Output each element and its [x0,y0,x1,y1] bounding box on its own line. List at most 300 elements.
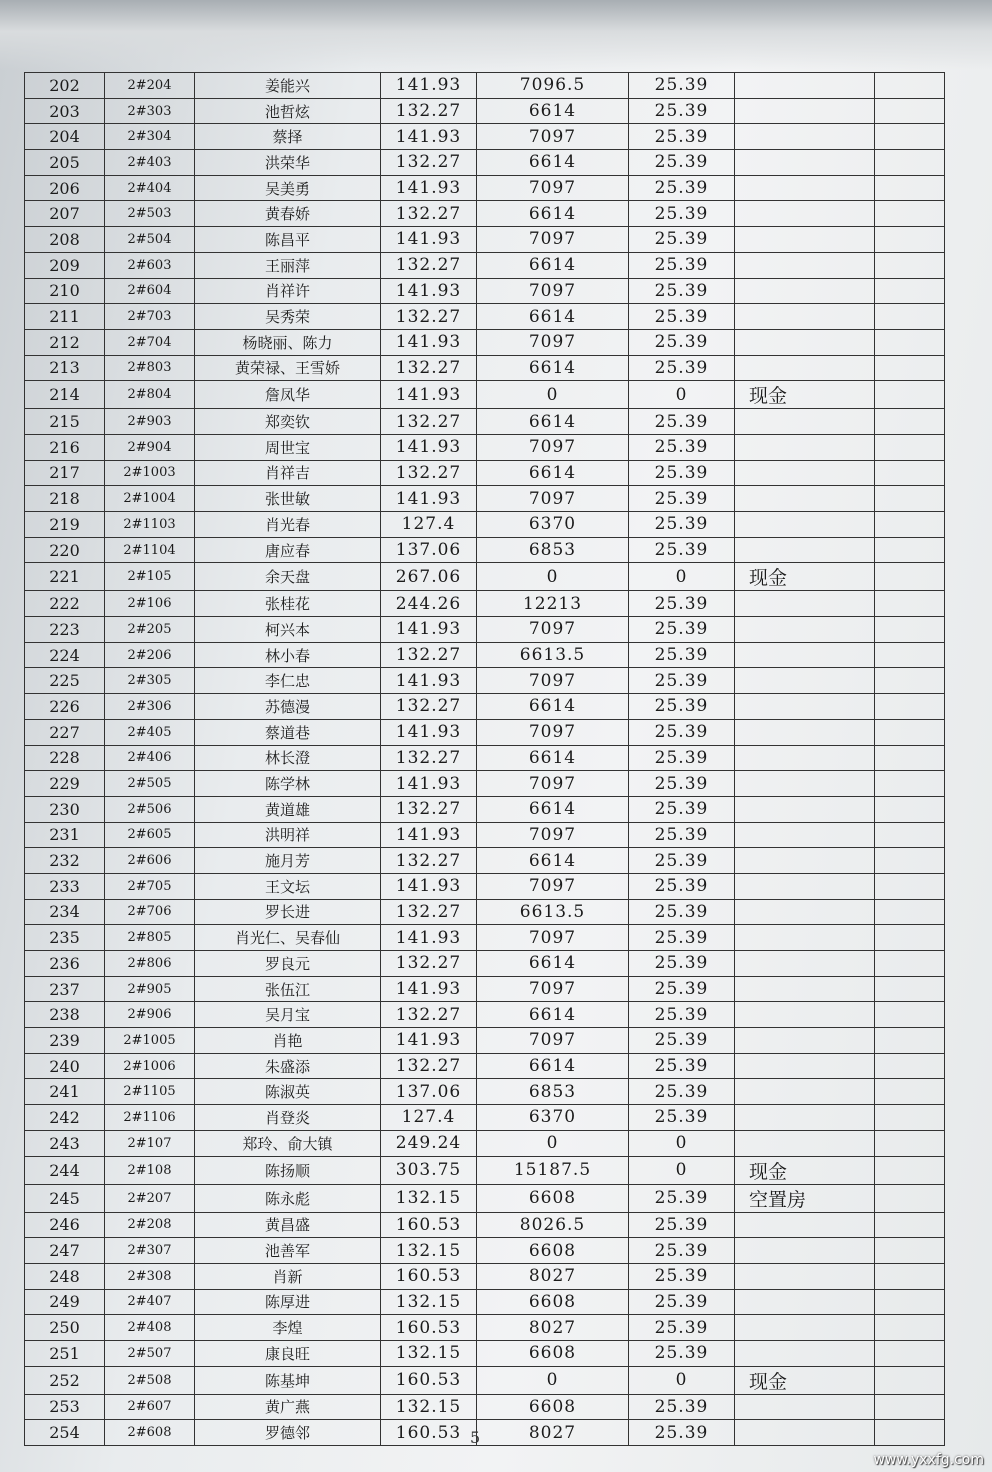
owner-name: 罗德邻 [195,1420,381,1446]
payment-amount: 6614 [477,355,629,381]
row-number: 248 [25,1263,105,1289]
floor-area: 141.93 [381,486,477,512]
row-number: 202 [25,73,105,99]
payment-note [735,668,875,694]
payment-note: 现金 [735,381,875,409]
payment-note: 空置房 [735,1184,875,1212]
room-number: 2#307 [105,1238,195,1264]
unit-rate: 25.39 [629,822,735,848]
payment-amount: 7097 [477,1028,629,1054]
table-row [25,822,945,848]
unit-rate: 25.39 [629,304,735,330]
owner-name: 王文坛 [195,873,381,899]
payment-amount: 6613.5 [477,899,629,925]
blank-cell [875,719,945,745]
blank-cell [875,329,945,355]
row-number: 218 [25,486,105,512]
payment-amount: 6613.5 [477,642,629,668]
blank-cell [875,771,945,797]
unit-rate: 0 [629,1130,735,1156]
room-number: 2#603 [105,252,195,278]
owner-name: 黄春娇 [195,201,381,227]
room-number: 2#607 [105,1394,195,1420]
table-row [25,1130,945,1156]
row-number: 232 [25,848,105,874]
floor-area: 132.27 [381,951,477,977]
room-number: 2#604 [105,278,195,304]
blank-cell [875,1002,945,1028]
payment-note [735,329,875,355]
payment-amount: 6608 [477,1394,629,1420]
owner-name: 肖艳 [195,1028,381,1054]
table-row [25,381,945,409]
table-row [25,719,945,745]
blank-cell [875,512,945,538]
room-number: 2#906 [105,1002,195,1028]
unit-rate: 25.39 [629,796,735,822]
room-number: 2#608 [105,1420,195,1446]
payment-amount: 12213 [477,591,629,617]
unit-rate: 0 [629,1156,735,1184]
payment-amount: 6370 [477,1105,629,1131]
row-number: 253 [25,1394,105,1420]
owner-name: 王丽萍 [195,252,381,278]
unit-rate: 25.39 [629,252,735,278]
payment-amount: 8027 [477,1263,629,1289]
payment-note [735,925,875,951]
blank-cell [875,694,945,720]
table-row [25,951,945,977]
unit-rate: 25.39 [629,719,735,745]
floor-area: 141.93 [381,925,477,951]
room-number: 2#1103 [105,512,195,538]
room-number: 2#105 [105,563,195,591]
table-row [25,486,945,512]
row-number: 243 [25,1130,105,1156]
owner-name: 郑玲、俞大镇 [195,1130,381,1156]
floor-area: 132.27 [381,642,477,668]
row-number: 237 [25,976,105,1002]
table-row [25,355,945,381]
owner-name: 张桂花 [195,591,381,617]
floor-area: 137.06 [381,537,477,563]
table-row [25,694,945,720]
room-number: 2#1005 [105,1028,195,1054]
payment-amount: 6614 [477,201,629,227]
floor-area: 141.93 [381,668,477,694]
row-number: 212 [25,329,105,355]
row-number: 233 [25,873,105,899]
payment-amount: 7097 [477,719,629,745]
room-number: 2#206 [105,642,195,668]
table-row [25,329,945,355]
owner-name: 周世宝 [195,434,381,460]
unit-rate: 25.39 [629,73,735,99]
room-number: 2#205 [105,617,195,643]
table-row [25,304,945,330]
table-row [25,617,945,643]
table-row [25,1053,945,1079]
table-row [25,1315,945,1341]
payment-note [735,460,875,486]
floor-area: 141.93 [381,719,477,745]
row-number: 223 [25,617,105,643]
table-row [25,925,945,951]
payment-note [735,1053,875,1079]
blank-cell [875,150,945,176]
unit-rate: 25.39 [629,409,735,435]
unit-rate: 25.39 [629,694,735,720]
floor-area: 244.26 [381,591,477,617]
table-row [25,1238,945,1264]
payment-amount: 8027 [477,1315,629,1341]
blank-cell [875,563,945,591]
owner-name: 李仁忠 [195,668,381,694]
payment-note [735,719,875,745]
payment-note [735,1238,875,1264]
table-row [25,1079,945,1105]
owner-name: 康良旺 [195,1340,381,1366]
payment-note [735,848,875,874]
blank-cell [875,355,945,381]
payment-amount: 0 [477,1130,629,1156]
table-row [25,771,945,797]
room-number: 2#1003 [105,460,195,486]
payment-amount: 6608 [477,1238,629,1264]
room-number: 2#407 [105,1289,195,1315]
blank-cell [875,486,945,512]
room-number: 2#406 [105,745,195,771]
blank-cell [875,796,945,822]
payment-amount: 7097 [477,175,629,201]
payment-amount: 7097 [477,873,629,899]
unit-rate: 25.39 [629,925,735,951]
floor-area: 127.4 [381,512,477,538]
unit-rate: 25.39 [629,976,735,1002]
row-number: 246 [25,1212,105,1238]
row-number: 244 [25,1156,105,1184]
row-number: 216 [25,434,105,460]
blank-cell [875,822,945,848]
payment-note [735,1130,875,1156]
owner-name: 陈永彪 [195,1184,381,1212]
owner-name: 陈厚进 [195,1289,381,1315]
table-row [25,227,945,253]
table-row [25,563,945,591]
room-number: 2#804 [105,381,195,409]
floor-area: 160.53 [381,1420,477,1446]
owner-name: 肖祥吉 [195,460,381,486]
page-number: 5 [470,1428,481,1447]
blank-cell [875,873,945,899]
payment-amount: 0 [477,563,629,591]
payment-amount: 6614 [477,694,629,720]
floor-area: 132.27 [381,460,477,486]
payment-note [735,175,875,201]
unit-rate: 25.39 [629,355,735,381]
owner-name: 蔡择 [195,124,381,150]
row-number: 209 [25,252,105,278]
payment-amount: 6608 [477,1184,629,1212]
row-number: 222 [25,591,105,617]
table-row [25,409,945,435]
unit-rate: 25.39 [629,951,735,977]
payment-note [735,1340,875,1366]
floor-area: 132.15 [381,1184,477,1212]
row-number: 250 [25,1315,105,1341]
room-number: 2#308 [105,1263,195,1289]
blank-cell [875,1105,945,1131]
table-row [25,98,945,124]
table-row [25,1105,945,1131]
owner-name: 唐应春 [195,537,381,563]
payment-note [735,537,875,563]
payment-note [735,1002,875,1028]
floor-area: 141.93 [381,822,477,848]
owner-name: 黄昌盛 [195,1212,381,1238]
unit-rate: 25.39 [629,617,735,643]
row-number: 226 [25,694,105,720]
blank-cell [875,460,945,486]
unit-rate: 25.39 [629,512,735,538]
owner-name: 柯兴本 [195,617,381,643]
payment-amount: 7097 [477,278,629,304]
table-row [25,976,945,1002]
owner-name: 黄广燕 [195,1394,381,1420]
payment-table [24,72,945,1446]
payment-amount: 6614 [477,745,629,771]
table-row [25,1340,945,1366]
blank-cell [875,848,945,874]
owner-name: 陈扬顺 [195,1156,381,1184]
unit-rate: 25.39 [629,227,735,253]
payment-note [735,98,875,124]
owner-name: 陈淑英 [195,1079,381,1105]
row-number: 217 [25,460,105,486]
row-number: 230 [25,796,105,822]
payment-amount: 7097 [477,227,629,253]
blank-cell [875,1315,945,1341]
room-number: 2#108 [105,1156,195,1184]
blank-cell [875,1420,945,1446]
floor-area: 141.93 [381,227,477,253]
blank-cell [875,201,945,227]
blank-cell [875,617,945,643]
blank-cell [875,1184,945,1212]
payment-note [735,73,875,99]
room-number: 2#204 [105,73,195,99]
unit-rate: 25.39 [629,434,735,460]
row-number: 207 [25,201,105,227]
payment-amount: 7096.5 [477,73,629,99]
floor-area: 132.27 [381,899,477,925]
payment-amount: 7097 [477,925,629,951]
table-row [25,434,945,460]
unit-rate: 25.39 [629,1420,735,1446]
unit-rate: 25.39 [629,642,735,668]
payment-note [735,355,875,381]
unit-rate: 25.39 [629,1105,735,1131]
payment-note [735,873,875,899]
floor-area: 160.53 [381,1315,477,1341]
floor-area: 132.27 [381,98,477,124]
table-row [25,1156,945,1184]
floor-area: 132.27 [381,150,477,176]
owner-name: 肖光仁、吴春仙 [195,925,381,951]
owner-name: 洪荣华 [195,150,381,176]
table-row [25,537,945,563]
blank-cell [875,304,945,330]
unit-rate: 25.39 [629,771,735,797]
table-row [25,1420,945,1446]
floor-area: 132.15 [381,1340,477,1366]
payment-note [735,1315,875,1341]
room-number: 2#504 [105,227,195,253]
table-row [25,873,945,899]
payment-amount: 7097 [477,617,629,643]
blank-cell [875,278,945,304]
floor-area: 160.53 [381,1366,477,1394]
room-number: 2#1004 [105,486,195,512]
blank-cell [875,925,945,951]
payment-note [735,486,875,512]
row-number: 221 [25,563,105,591]
unit-rate: 25.39 [629,1289,735,1315]
floor-area: 249.24 [381,1130,477,1156]
room-number: 2#508 [105,1366,195,1394]
unit-rate: 25.39 [629,278,735,304]
payment-note [735,899,875,925]
blank-cell [875,1053,945,1079]
table-row [25,1289,945,1315]
unit-rate: 25.39 [629,1079,735,1105]
row-number: 235 [25,925,105,951]
owner-name: 陈昌平 [195,227,381,253]
table-row [25,642,945,668]
owner-name: 吴美勇 [195,175,381,201]
blank-cell [875,124,945,150]
floor-area: 132.27 [381,1053,477,1079]
owner-name: 吴秀荣 [195,304,381,330]
floor-area: 137.06 [381,1079,477,1105]
floor-area: 141.93 [381,124,477,150]
blank-cell [875,1156,945,1184]
room-number: 2#805 [105,925,195,951]
payment-note [735,591,875,617]
payment-amount: 6614 [477,460,629,486]
row-number: 203 [25,98,105,124]
room-number: 2#904 [105,434,195,460]
floor-area: 141.93 [381,873,477,899]
blank-cell [875,1263,945,1289]
payment-amount: 7097 [477,976,629,1002]
row-number: 229 [25,771,105,797]
payment-amount: 6614 [477,150,629,176]
owner-name: 罗良元 [195,951,381,977]
payment-note [735,1420,875,1446]
payment-amount: 6614 [477,252,629,278]
blank-cell [875,98,945,124]
room-number: 2#405 [105,719,195,745]
payment-amount: 6608 [477,1340,629,1366]
floor-area: 160.53 [381,1212,477,1238]
owner-name: 黄荣禄、王雪娇 [195,355,381,381]
unit-rate: 25.39 [629,1394,735,1420]
table-row [25,150,945,176]
room-number: 2#404 [105,175,195,201]
payment-amount: 6614 [477,951,629,977]
payment-note [735,409,875,435]
room-number: 2#208 [105,1212,195,1238]
unit-rate: 25.39 [629,486,735,512]
payment-note [735,304,875,330]
unit-rate: 25.39 [629,848,735,874]
floor-area: 141.93 [381,617,477,643]
payment-note [735,1079,875,1105]
floor-area: 303.75 [381,1156,477,1184]
floor-area: 127.4 [381,1105,477,1131]
floor-area: 141.93 [381,1028,477,1054]
blank-cell [875,381,945,409]
blank-cell [875,1212,945,1238]
room-number: 2#207 [105,1184,195,1212]
owner-name: 吴月宝 [195,1002,381,1028]
payment-amount: 6614 [477,1053,629,1079]
payment-amount: 7097 [477,486,629,512]
unit-rate: 25.39 [629,591,735,617]
blank-cell [875,642,945,668]
row-number: 219 [25,512,105,538]
blank-cell [875,1028,945,1054]
row-number: 204 [25,124,105,150]
owner-name: 林长澄 [195,745,381,771]
owner-name: 张伍江 [195,976,381,1002]
unit-rate: 25.39 [629,201,735,227]
payment-note: 现金 [735,1156,875,1184]
blank-cell [875,1238,945,1264]
blank-cell [875,227,945,253]
table-row [25,1263,945,1289]
room-number: 2#303 [105,98,195,124]
room-number: 2#408 [105,1315,195,1341]
owner-name: 罗长进 [195,899,381,925]
unit-rate: 25.39 [629,460,735,486]
payment-note [735,1263,875,1289]
payment-amount: 7097 [477,434,629,460]
room-number: 2#506 [105,796,195,822]
owner-name: 肖登炎 [195,1105,381,1131]
blank-cell [875,591,945,617]
owner-name: 张世敏 [195,486,381,512]
watermark: www.yxxfg.com [873,1452,984,1468]
floor-area: 132.27 [381,796,477,822]
floor-area: 132.27 [381,201,477,227]
row-number: 251 [25,1340,105,1366]
unit-rate: 25.39 [629,745,735,771]
blank-cell [875,1079,945,1105]
row-number: 245 [25,1184,105,1212]
payment-note [735,1105,875,1131]
floor-area: 132.15 [381,1238,477,1264]
owner-name: 池善军 [195,1238,381,1264]
payment-note [735,694,875,720]
payment-note [735,278,875,304]
row-number: 206 [25,175,105,201]
table-row [25,796,945,822]
payment-note [735,745,875,771]
row-number: 241 [25,1079,105,1105]
blank-cell [875,668,945,694]
